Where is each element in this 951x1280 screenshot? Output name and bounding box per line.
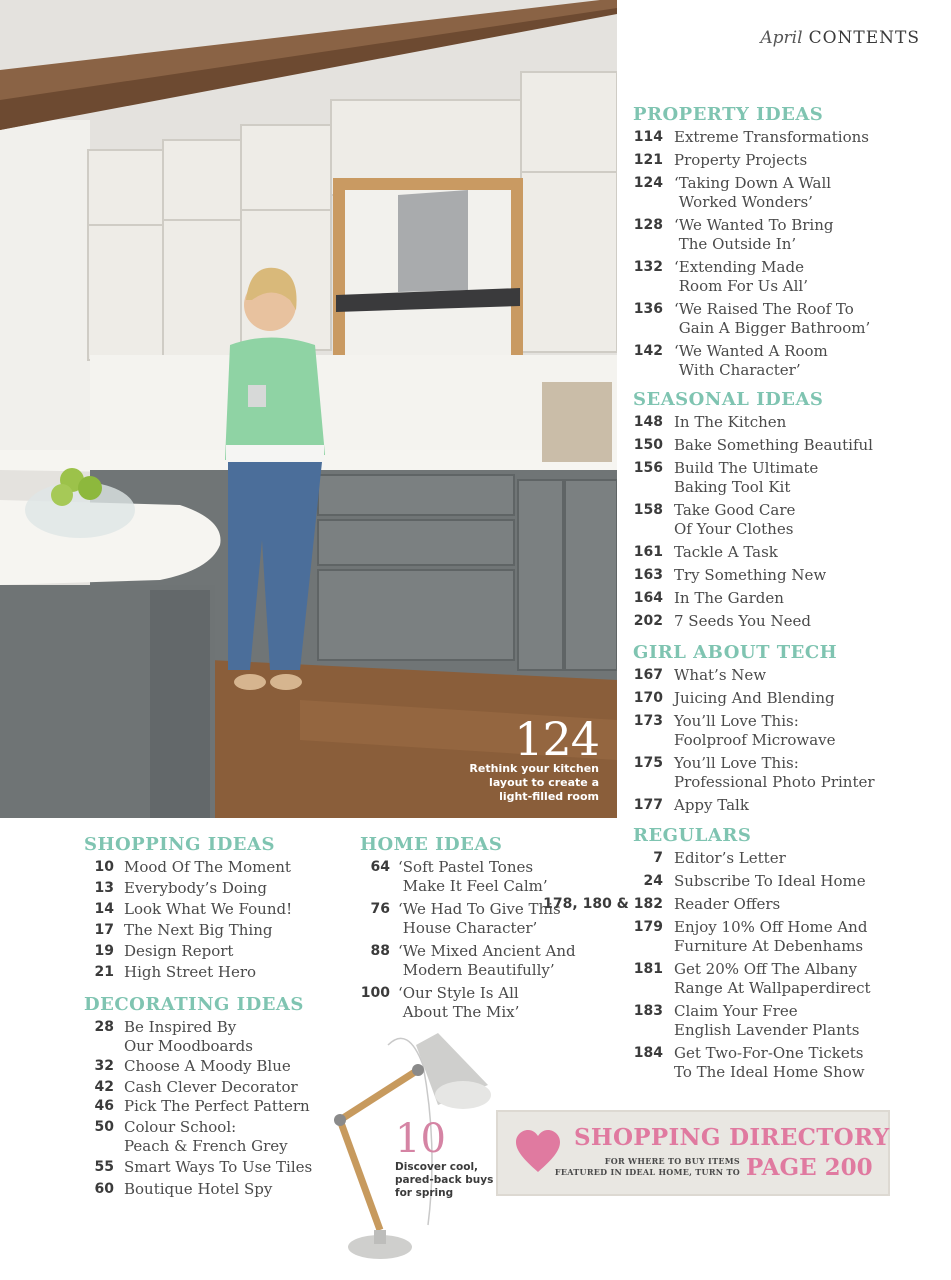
toc-page-number: 24 — [643, 873, 663, 889]
toc-page-number: 114 — [633, 129, 663, 145]
toc-page-number: 55 — [94, 1159, 114, 1175]
toc-title: Design Report — [124, 942, 234, 960]
toc-title: Cash Clever Decorator — [124, 1078, 298, 1096]
toc-page-number: 150 — [633, 437, 663, 453]
toc-page-number: 175 — [633, 755, 663, 771]
toc-title: Pick The Perfect Pattern — [124, 1097, 310, 1115]
toc-page-number: 161 — [633, 544, 663, 560]
toc-page-number: 21 — [94, 964, 114, 980]
section-title-property: PROPERTY IDEAS — [633, 104, 824, 125]
toc-page-number: 10 — [94, 859, 114, 875]
toc-title: ‘Soft Pastel Tones Make It Feel Calm’ — [398, 858, 548, 895]
toc-page-number: 148 — [633, 414, 663, 430]
toc-title: Tackle A Task — [674, 543, 778, 561]
toc-title: Reader Offers — [674, 895, 781, 913]
toc-title: ‘We Raised The Roof To Gain A Bigger Bathroom’ — [674, 300, 871, 337]
toc-page-number: 46 — [94, 1098, 114, 1114]
toc-page-number: 32 — [94, 1058, 114, 1074]
directory-title: SHOPPING DIRECTORY — [574, 1124, 890, 1151]
directory-page-ref: PAGE 200 — [746, 1154, 873, 1181]
toc-page-number: 132 — [633, 259, 663, 275]
toc-page-number: 128 — [633, 217, 663, 233]
toc-title: 7 Seeds You Need — [674, 612, 811, 630]
toc-page-number: 42 — [94, 1079, 114, 1095]
toc-page-number: 142 — [633, 343, 663, 359]
toc-page-number: 64 — [370, 859, 390, 875]
toc-title: Get 20% Off The Albany Range At Wallpaperdirect — [674, 960, 871, 997]
toc-page-number: 163 — [633, 567, 663, 583]
toc-title: Claim Your Free English Lavender Plants — [674, 1002, 860, 1039]
toc-title: Build The Ultimate Baking Tool Kit — [674, 459, 819, 496]
toc-page-number: 202 — [633, 613, 663, 629]
toc-title: Everybody’s Doing — [124, 879, 268, 897]
toc-title: Smart Ways To Use Tiles — [124, 1158, 313, 1176]
toc-title: What’s New — [674, 666, 767, 684]
toc-title: Be Inspired By Our Moodboards — [124, 1018, 253, 1055]
toc-title: Extreme Transformations — [674, 128, 869, 146]
lamp-caption-text: Discover cool, pared-back buys for spring — [395, 1161, 494, 1199]
toc-title: Choose A Moody Blue — [124, 1057, 291, 1075]
toc-page-number: 164 — [633, 590, 663, 606]
toc-page-number: 183 — [633, 1003, 663, 1019]
toc-page-number: 170 — [633, 690, 663, 706]
toc-page-number: 17 — [94, 922, 114, 938]
photo-caption-number: 124 — [514, 712, 599, 766]
toc-title: Boutique Hotel Spy — [124, 1180, 273, 1198]
toc-title: Property Projects — [674, 151, 808, 169]
toc-title: ‘Taking Down A Wall Worked Wonders’ — [674, 174, 832, 211]
toc-title: ‘We Mixed Ancient And Modern Beautifully’ — [398, 942, 576, 979]
toc-title: ‘We Had To Give This House Character’ — [398, 900, 561, 937]
toc-title: ‘Our Style Is All About The Mix’ — [398, 984, 520, 1021]
toc-title: Colour School: Peach & French Grey — [124, 1118, 288, 1155]
toc-title: ‘Extending Made Room For Us All’ — [674, 258, 808, 295]
toc-page-number: 14 — [94, 901, 114, 917]
toc-page-number: 179 — [633, 919, 663, 935]
toc-title: Try Something New — [674, 566, 827, 584]
toc-page-number: 13 — [94, 880, 114, 896]
toc-page-number: 181 — [633, 961, 663, 977]
toc-page-number: 100 — [360, 985, 390, 1001]
photo-caption-text: Rethink your kitchen layout to create a light-filled room — [469, 762, 599, 803]
toc-page-number: 167 — [633, 667, 663, 683]
toc-title: In The Garden — [674, 589, 784, 607]
section-title-regulars: REGULARS — [633, 825, 752, 846]
toc-title: Juicing And Blending — [674, 689, 835, 707]
lamp-caption-number: 10 — [395, 1116, 446, 1162]
toc-title: Get Two-For-One Tickets To The Ideal Home Show — [674, 1044, 865, 1081]
toc-title: In The Kitchen — [674, 413, 787, 431]
section-title-decorating: DECORATING IDEAS — [84, 994, 304, 1015]
toc-title: Mood Of The Moment — [124, 858, 291, 876]
toc-page-number: 156 — [633, 460, 663, 476]
toc-page-number: 121 — [633, 152, 663, 168]
toc-title: The Next Big Thing — [124, 921, 273, 939]
toc-page-number: 88 — [370, 943, 390, 959]
toc-title: Enjoy 10% Off Home And Furniture At Debenhams — [674, 918, 868, 955]
toc-page-number: 184 — [633, 1045, 663, 1061]
toc-title: Editor’s Letter — [674, 849, 786, 867]
toc-title: Take Good Care Of Your Clothes — [674, 501, 796, 538]
toc-title: Appy Talk — [674, 796, 749, 814]
toc-title: You’ll Love This: Foolproof Microwave — [674, 712, 836, 749]
directory-subtitle: FOR WHERE TO BUY ITEMS FEATURED IN IDEAL HOME, TURN TO — [554, 1156, 740, 1177]
toc-title: ‘We Wanted To Bring The Outside In’ — [674, 216, 834, 253]
toc-title: Look What We Found! — [124, 900, 293, 918]
toc-page-number: 76 — [370, 901, 390, 917]
toc-page-number: 28 — [94, 1019, 114, 1035]
toc-page-number: 50 — [94, 1119, 114, 1135]
section-title-home: HOME IDEAS — [360, 834, 503, 855]
toc-page-number: 136 — [633, 301, 663, 317]
toc-title: You’ll Love This: Professional Photo Printer — [674, 754, 875, 791]
toc-page-number: 173 — [633, 713, 663, 729]
header-contents: CONTENTS — [808, 28, 920, 48]
toc-title: Subscribe To Ideal Home — [674, 872, 866, 890]
toc-page-number: 19 — [94, 943, 114, 959]
toc-page-number: 7 — [653, 850, 663, 866]
page-header — [760, 28, 920, 48]
toc-page-number: 124 — [633, 175, 663, 191]
header-month: April — [760, 28, 803, 48]
toc-page-number: 60 — [94, 1181, 114, 1197]
section-title-shopping: SHOPPING IDEAS — [84, 834, 275, 855]
toc-page-number: 178, 180 & 182 — [543, 896, 663, 912]
section-title-seasonal: SEASONAL IDEAS — [633, 389, 824, 410]
toc-title: High Street Hero — [124, 963, 257, 981]
section-title-tech: GIRL ABOUT TECH — [633, 642, 838, 663]
toc-page-number: 177 — [633, 797, 663, 813]
toc-page-number: 158 — [633, 502, 663, 518]
toc-title: ‘We Wanted A Room With Character’ — [674, 342, 828, 379]
toc-title: Bake Something Beautiful — [674, 436, 873, 454]
shopping-directory-box — [496, 1110, 890, 1196]
